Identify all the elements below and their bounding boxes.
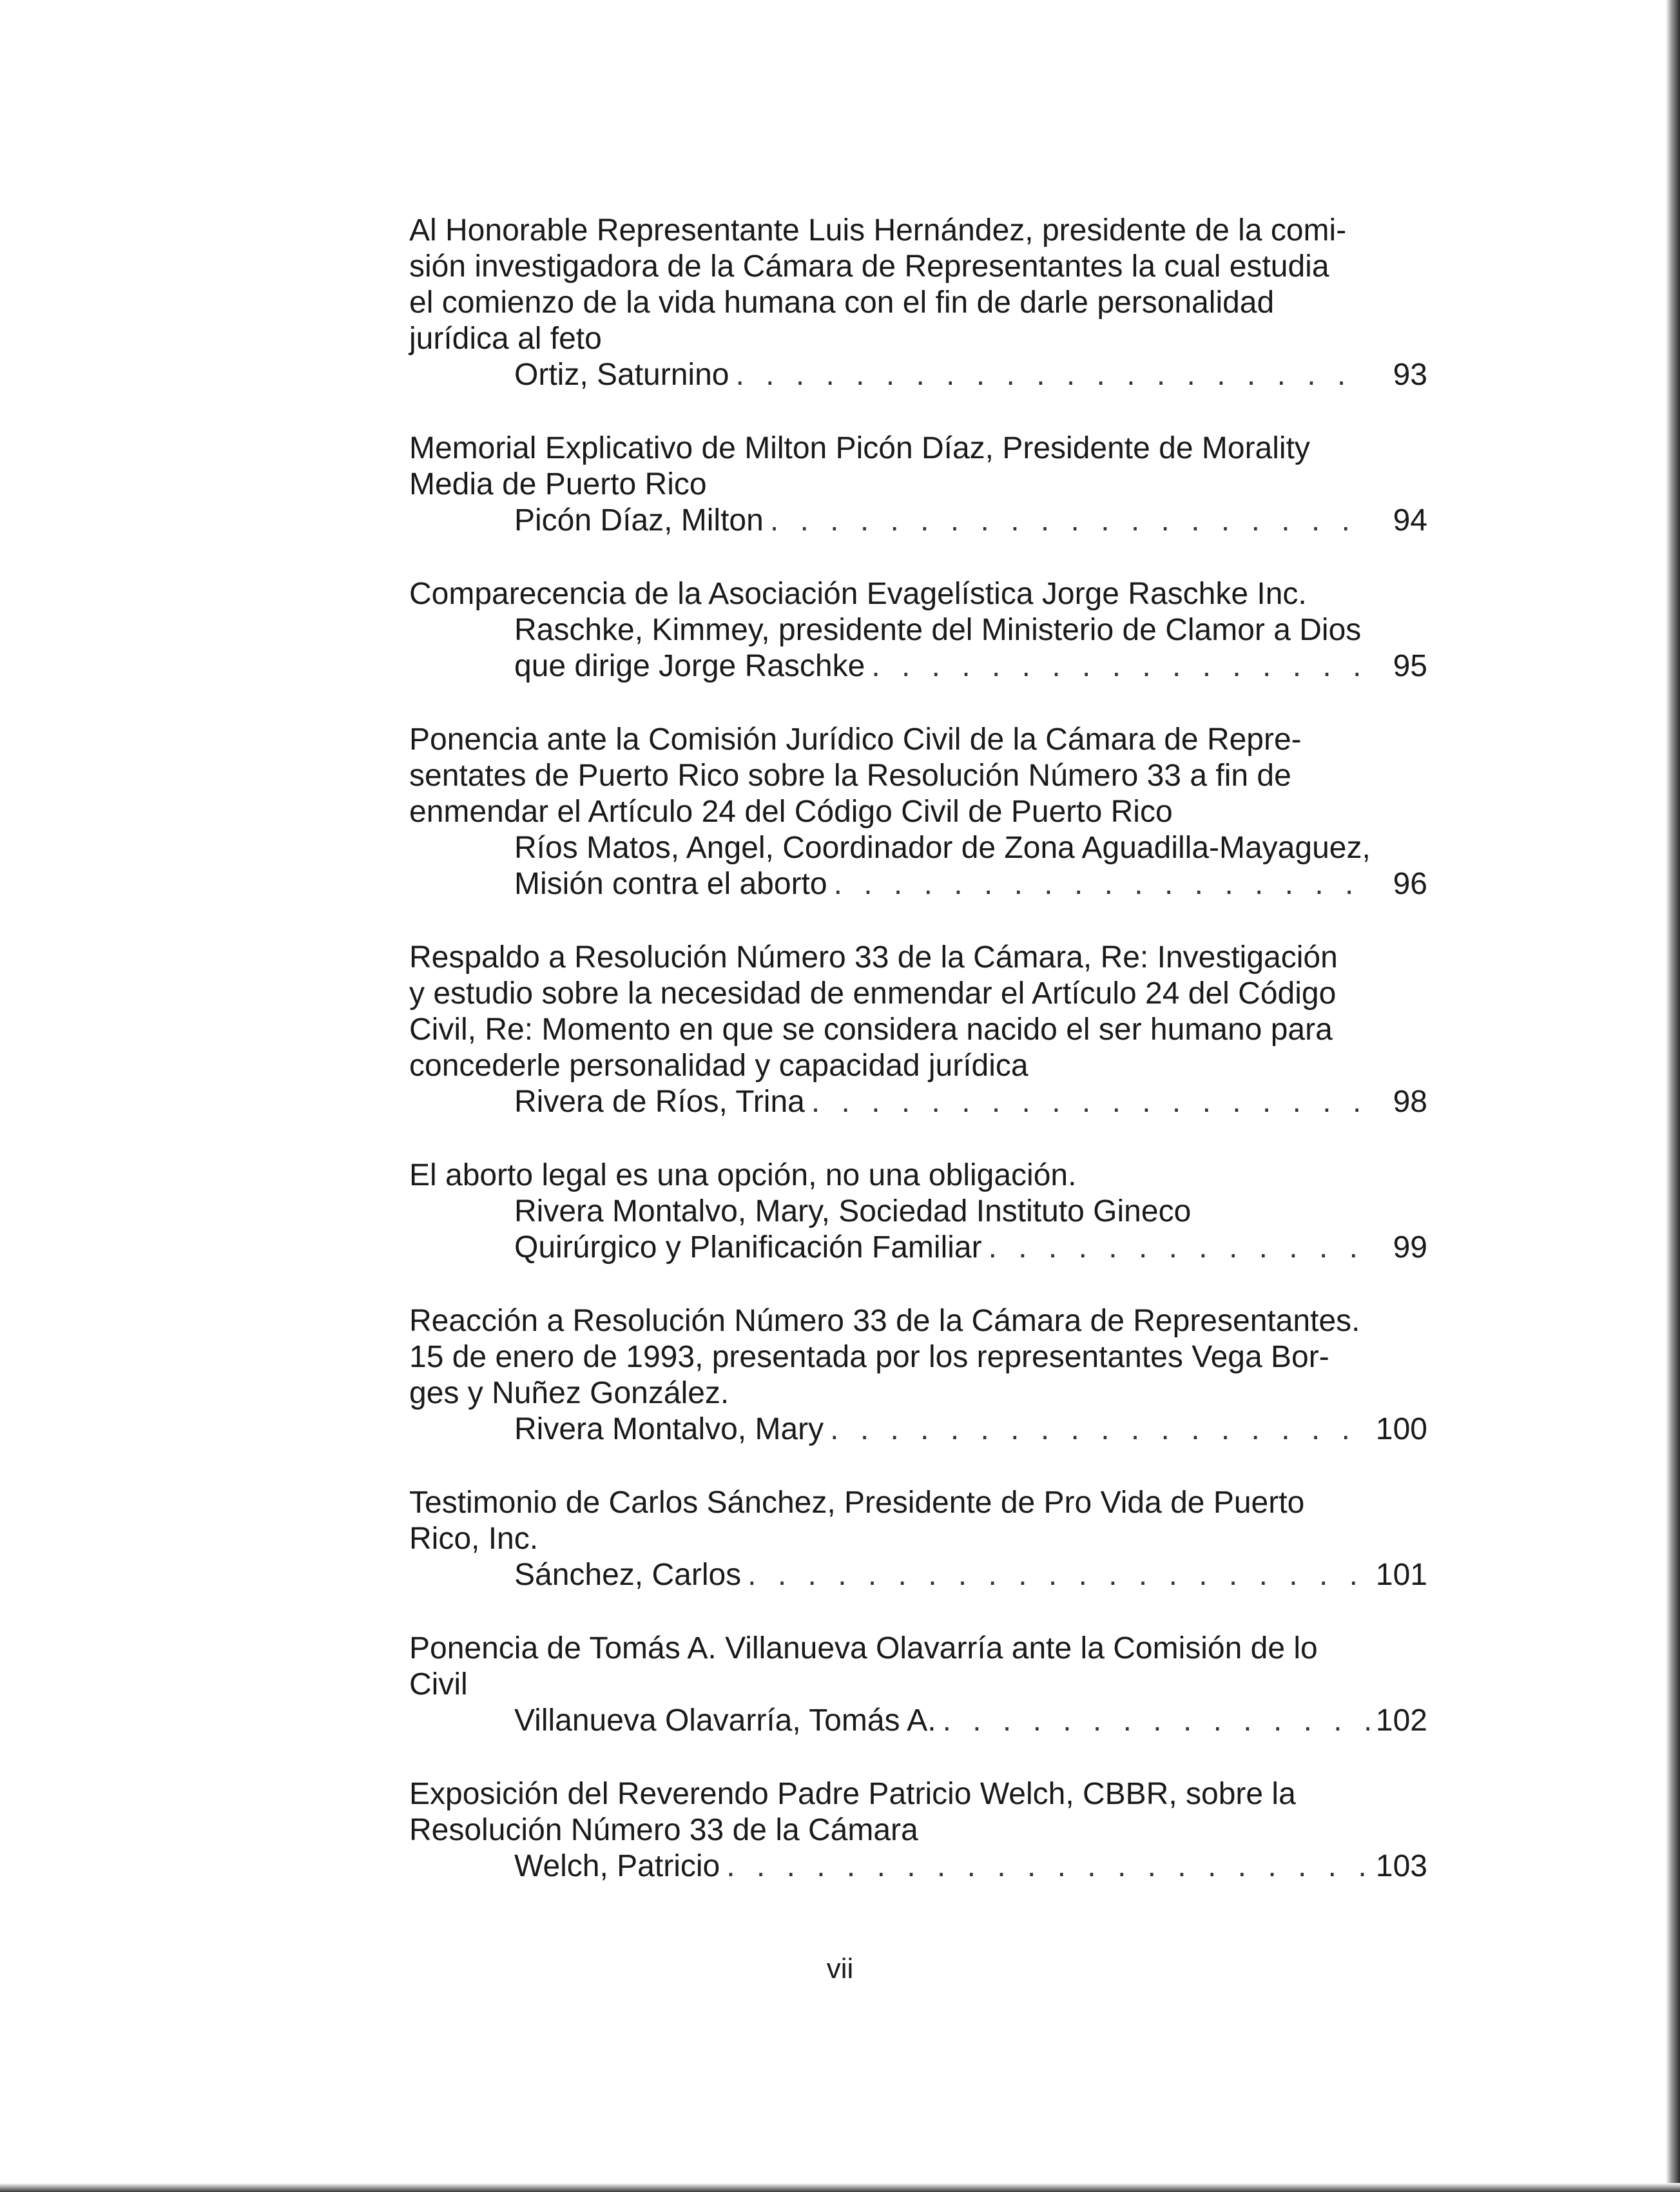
entry-author: Picón Díaz, Milton [514,503,764,538]
entry-page-number: 96 [1393,867,1427,901]
dot-leader [871,648,1369,684]
dot-leader [726,1848,1369,1885]
entry-author-detail: Rivera Montalvo, Mary, Sociedad Instituto Gineco [514,1194,1192,1228]
table-of-contents [409,213,1427,1922]
description-line: Al Honorable Representante Luis Hernández, presidente de la comi- [409,213,1347,247]
entry-reference-line [409,1411,1427,1448]
description-line: Media de Puerto Rico [409,467,707,501]
scan-edge-shadow [0,2183,1680,2192]
description-line: 15 de enero de 1993, presentada por los representantes Vega Bor- [409,1340,1329,1374]
description-line: Memorial Explicativo de Milton Picón Díaz, Presidente de Morality [409,431,1310,465]
entry-author: que dirige Jorge Raschke [514,649,865,683]
entry-page-number: 98 [1393,1085,1427,1119]
dot-leader [748,1557,1369,1593]
description-line: concederle personalidad y capacidad jurídica [409,1049,1028,1083]
toc-entry [409,213,1427,393]
toc-entry [409,1776,1427,1885]
entry-description [409,1776,1427,1848]
entry-description [409,1631,1427,1703]
entry-reference-line [409,866,1427,902]
entry-author: Misión contra el aborto [514,867,827,901]
entry-author: Welch, Patricio [514,1849,720,1883]
entry-description [409,940,1427,1084]
entry-page-number: 99 [1393,1230,1427,1265]
dot-leader [811,1084,1369,1120]
dot-leader [735,357,1369,393]
dot-leader [943,1703,1369,1739]
description-line: Respaldo a Resolución Número 33 de la Cámara, Re: Investigación [409,940,1338,975]
entry-page-number: 93 [1393,358,1427,392]
description-line: sentates de Puerto Rico sobre la Resolución Número 33 a fin de [409,759,1291,793]
entry-reference-line [409,1230,1427,1266]
description-line: enmendar el Artículo 24 del Código Civil de Puerto Rico [409,795,1173,829]
description-line: Resolución Número 33 de la Cámara [409,1813,918,1847]
entry-author: Villanueva Olavarría, Tomás A. [514,1703,936,1738]
entry-reference-line [409,503,1427,539]
entry-reference-line [409,1084,1427,1120]
description-line: Ponencia de Tomás A. Villanueva Olavarría ante la Comisión de lo [409,1631,1318,1665]
entry-description [409,1485,1427,1557]
entry-author: Quirúrgico y Planificación Familiar [514,1230,982,1265]
dot-leader [834,866,1369,902]
dot-leader [989,1230,1369,1266]
entry-reference-line [409,1557,1427,1593]
entry-page-number: 101 [1375,1558,1427,1592]
entry-page-number: 95 [1393,649,1427,683]
toc-entry [409,1158,1427,1266]
description-line: sión investigadora de la Cámara de Representantes la cual estudia [409,249,1329,284]
entry-page-number: 103 [1375,1849,1427,1883]
entry-description [409,213,1427,357]
entry-author-detail: Ríos Matos, Angel, Coordinador de Zona Aguadilla-Mayaguez, [514,831,1371,865]
description-line: el comienzo de la vida humana con el fin de darle personalidad [409,286,1275,320]
entry-page-number: 94 [1393,503,1427,538]
toc-entry [409,576,1427,684]
scan-edge-shadow [1666,0,1680,2192]
description-line: ges y Nuñez González. [409,1376,729,1410]
description-line: jurídica al feto [409,322,602,356]
description-line: Exposición del Reverendo Padre Patricio Welch, CBBR, sobre la [409,1777,1296,1811]
toc-entry [409,431,1427,539]
toc-entry [409,940,1427,1120]
entry-description [409,722,1427,830]
entry-page-number: 100 [1375,1412,1427,1446]
entry-description [409,1158,1427,1194]
entry-description [409,576,1427,612]
entry-reference-line [409,357,1427,393]
description-line: Testimonio de Carlos Sánchez, Presidente de Pro Vida de Puerto [409,1486,1305,1520]
entry-author: Ortiz, Saturnino [514,358,729,392]
entry-author: Sánchez, Carlos [514,1558,742,1592]
description-line: Rico, Inc. [409,1522,539,1556]
entry-author-detail: Raschke, Kimmey, presidente del Ministerio de Clamor a Dios [514,613,1362,647]
dot-leader [830,1411,1369,1448]
entry-author: Rivera de Ríos, Trina [514,1085,805,1119]
description-line: El aborto legal es una opción, no una obligación. [409,1158,1077,1192]
toc-entry [409,1631,1427,1739]
entry-reference-line [409,648,1427,684]
page-folio-number: vii [826,1953,854,1984]
description-line: Civil [409,1667,468,1702]
entry-description [409,431,1427,503]
toc-entry [409,1485,1427,1593]
entry-description [409,1303,1427,1411]
description-line: Ponencia ante la Comisión Jurídico Civil de la Cámara de Repre- [409,723,1302,757]
description-line: Reacción a Resolución Número 33 de la Cámara de Representantes. [409,1304,1360,1338]
toc-entry [409,722,1427,902]
entry-author: Rivera Montalvo, Mary [514,1412,824,1446]
dot-leader [770,503,1369,539]
toc-entry [409,1303,1427,1448]
description-line: Comparecencia de la Asociación Evagelística Jorge Raschke Inc. [409,577,1307,611]
description-line: y estudio sobre la necesidad de enmendar el Artículo 24 del Código [409,976,1337,1011]
entry-page-number: 102 [1375,1703,1427,1738]
entry-reference-line [409,1848,1427,1885]
description-line: Civil, Re: Momento en que se considera nacido el ser humano para [409,1013,1333,1047]
entry-reference-line [409,1703,1427,1739]
